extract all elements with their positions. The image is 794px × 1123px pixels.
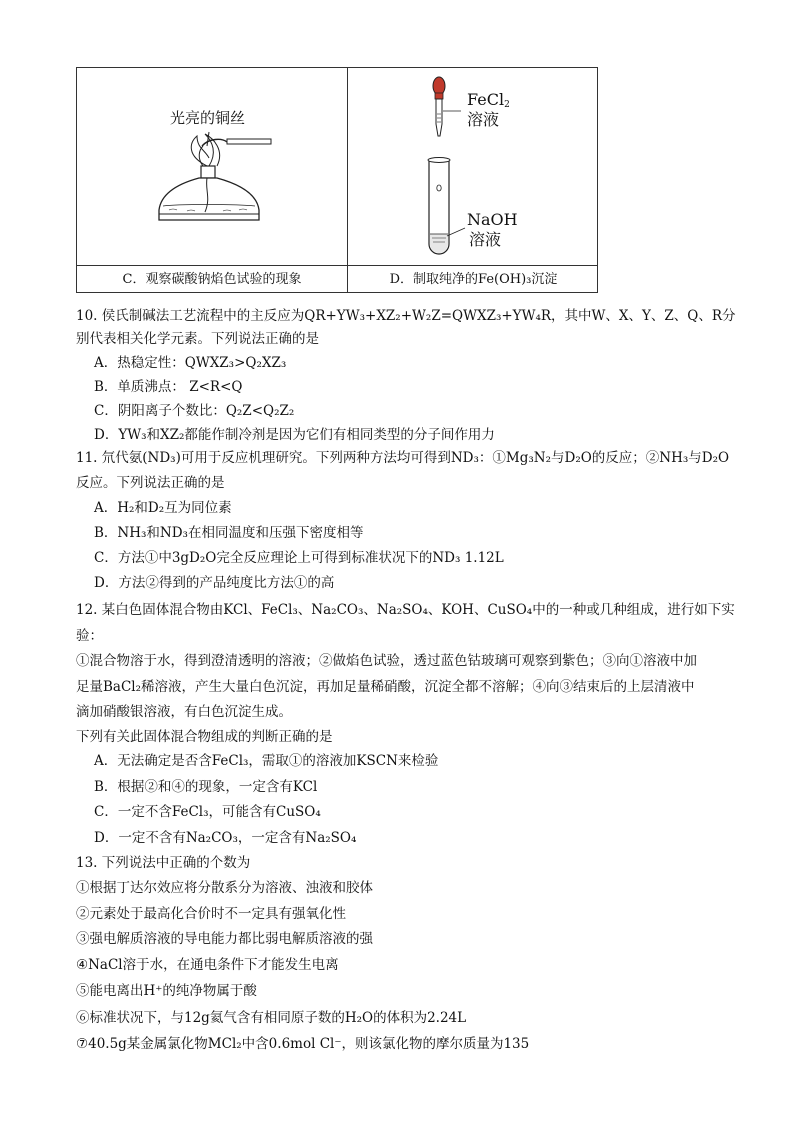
q12-option-c: C．一定不含FeCl₃，可能含有CuSO₄ [94, 804, 321, 820]
naoh-label: NaOH [467, 210, 518, 229]
fecl2-label: FeCl$_2$ [467, 90, 510, 110]
q12-stem-2: 验： [76, 628, 103, 644]
q12-stem-4: 足量BaCl₂稀溶液，产生大量白色沉淀，再加足量稀硝酸，沉淀全都不溶解；④向③结束后的上层清液中 [76, 679, 695, 695]
naoh-solution-label: 溶液 [469, 230, 502, 249]
q10-stem-1: 10. 侯氏制碱法工艺流程中的主反应为QR+YW₃+XZ₂+W₂Z=QWXZ₃+YW₄R，其中W、X、Y、Z、Q、R分 [76, 308, 736, 324]
caption-option-d: D．制取纯净的Fe(OH)₃沉淀 [389, 272, 558, 287]
q11-option-b: B．NH₃和ND₃在相同温度和压强下密度相等 [94, 525, 364, 541]
figure-table [76, 67, 598, 293]
q10-option-c: C．阴阳离子个数比：Q₂Z<Q₂Z₂ [94, 403, 295, 419]
copper-wire-label: 光亮的铜丝 [170, 109, 246, 127]
alcohol-lamp-illustration [147, 128, 297, 228]
q11-option-d: D．方法②得到的产品纯度比方法①的高 [94, 575, 335, 591]
q13-stem: 13. 下列说法中正确的个数为 [76, 855, 251, 871]
q11-stem-2: 反应。下列说法正确的是 [76, 475, 225, 491]
q13-item-7: ⑦40.5g某金属氯化物MCl₂中含0.6mol Cl⁻，则该氯化物的摩尔质量为135 [76, 1036, 530, 1052]
q13-item-6: ⑥标准状况下，与12g氦气含有相同原子数的H₂O的体积为2.24L [76, 1010, 467, 1026]
q10-option-a: A．热稳定性：QWXZ₃>Q₂XZ₃ [94, 355, 287, 371]
q11-stem-1: 11. 氘代氨(ND₃)可用于反应机理研究。下列两种方法均可得到ND₃：①Mg₃N₂与D₂O的反应；②NH₃与D₂O [76, 450, 730, 466]
q12-option-b: B．根据②和④的现象，一定含有KCl [94, 779, 318, 795]
q10-option-d: D．YW₃和XZ₂都能作制冷剂是因为它们有相同类型的分子间作用力 [94, 427, 495, 443]
table-divider-vertical [347, 68, 348, 292]
q12-stem-1: 12. 某白色固体混合物由KCl、FeCl₃、Na₂CO₃、Na₂SO₄、KOH、CuSO₄中的一种或几种组成，进行如下实 [76, 602, 735, 618]
q13-item-4: ④NaCl溶于水，在通电条件下才能发生电离 [76, 957, 339, 973]
q12-stem-6: 下列有关此固体混合物组成的判断正确的是 [76, 729, 333, 745]
q12-option-a: A．无法确定是否含FeCl₃，需取①的溶液加KSCN来检验 [94, 753, 439, 769]
q11-option-a: A．H₂和D₂互为同位素 [94, 500, 232, 516]
q12-stem-3: ①混合物溶于水，得到澄清透明的溶液；②做焰色试验，透过蓝色钴玻璃可观察到紫色；③向①溶液中加 [76, 653, 697, 669]
q11-option-c: C．方法①中3gD₂O完全反应理论上可得到标准状况下的ND₃ 1.12L [94, 550, 504, 566]
q13-item-2: ②元素处于最高化合价时不一定具有强氧化性 [76, 906, 346, 922]
table-divider-horizontal [77, 265, 597, 266]
fecl2-solution-label: 溶液 [467, 110, 500, 129]
q12-option-d: D．一定不含有Na₂CO₃，一定含有Na₂SO₄ [94, 830, 357, 846]
q13-item-3: ③强电解质溶液的导电能力都比弱电解质溶液的强 [76, 931, 373, 947]
q12-stem-5: 滴加硝酸银溶液，有白色沉淀生成。 [76, 704, 292, 720]
q13-item-5: ⑤能电离出H⁺的纯净物属于酸 [76, 983, 257, 999]
caption-option-c: C．观察碳酸钠焰色试验的现象 [122, 272, 302, 287]
q10-stem-2: 别代表相关化学元素。下列说法正确的是 [76, 331, 319, 347]
q13-item-1: ①根据丁达尔效应将分散系分为溶液、浊液和胶体 [76, 880, 373, 896]
q10-option-b: B．单质沸点： Z<R<Q [94, 379, 243, 395]
